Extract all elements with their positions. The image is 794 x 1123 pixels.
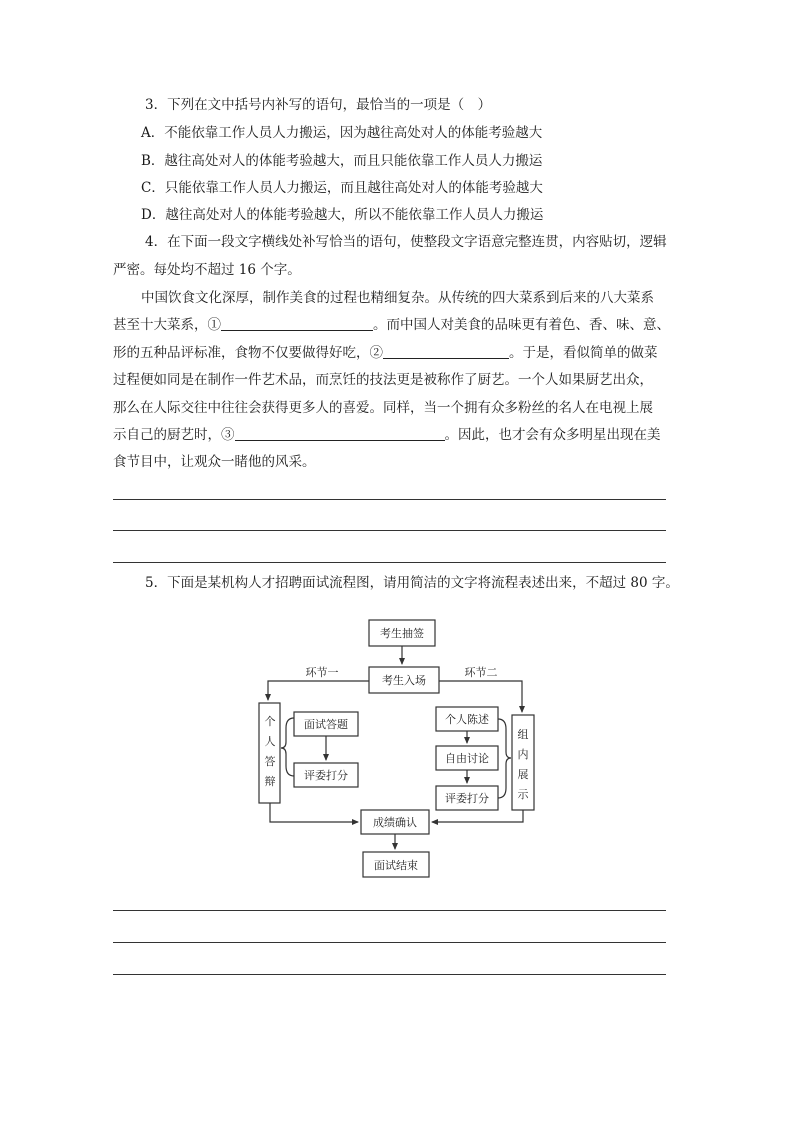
q4-stem-line1: 4．在下面一段文字横线处补写恰当的语句，使整段文字语意完整连贯，内容贴切，逻辑 bbox=[145, 234, 667, 250]
group-char-2: 内 bbox=[517, 748, 529, 761]
box-score-right-label: 评委打分 bbox=[445, 792, 489, 805]
box-score-left-label: 评委打分 bbox=[304, 769, 348, 782]
stage2-label: 环节二 bbox=[464, 666, 498, 679]
q4-passage-line2-end: 。而中国人对美食的品味更有着色、香、味、意、 bbox=[373, 317, 670, 333]
box-free-discussion-label: 自由讨论 bbox=[445, 752, 489, 765]
q4-passage-line1: 中国饮食文化深厚，制作美食的过程也精细复杂。从传统的四大菜系到后来的八大菜系 bbox=[141, 290, 654, 306]
q4-passage-line3-end: 。于是，看似简单的做菜 bbox=[509, 345, 658, 361]
q3-option-b: B．越往高处对人的体能考验越大，而且只能依靠工作人员人力搬运 bbox=[141, 153, 543, 169]
q3-option-c: C．只能依靠工作人员人力搬运，而且越往高处对人的体能考验越大 bbox=[141, 180, 543, 196]
group-char-3: 展 bbox=[517, 768, 529, 781]
right-brace bbox=[498, 719, 511, 798]
box-confirm-label: 成绩确认 bbox=[373, 816, 417, 829]
box-enter-label: 考生入场 bbox=[382, 674, 426, 687]
box-personal-statement-label: 个人陈述 bbox=[445, 713, 489, 726]
q5-answer-line-3[interactable] bbox=[113, 974, 666, 975]
q3-option-a: A．不能依靠工作人员人力搬运，因为越往高处对人的体能考验越大 bbox=[141, 125, 543, 141]
arrow-left-to-confirm bbox=[270, 803, 358, 822]
stage1-label: 环节一 bbox=[305, 666, 339, 679]
individual-char-2: 人 bbox=[264, 735, 276, 748]
individual-char-4: 辩 bbox=[264, 775, 276, 788]
q4-passage-line3-start: 形的五种品评标准，食物不仅要做得好吃，② bbox=[113, 345, 383, 361]
q4-passage-line6-end: 。因此，也才会有众多明星出现在美 bbox=[444, 427, 661, 443]
box-end-label: 面试结束 bbox=[374, 859, 418, 872]
q4-passage-line2-start: 甚至十大菜系，① bbox=[113, 317, 221, 333]
q4-stem-line2: 严密。每处均不超过 16 个字。 bbox=[113, 262, 301, 278]
individual-char-3: 答 bbox=[264, 755, 276, 768]
q4-passage-line7: 食节目中，让观众一睹他的风采。 bbox=[113, 454, 316, 470]
q5-stem: 5．下面是某机构人才招聘面试流程图，请用简洁的文字将流程表述出来，不超过 80 字。 bbox=[145, 575, 679, 591]
q3-option-d: D．越往高处对人的体能考验越大，所以不能依靠工作人员人力搬运 bbox=[141, 207, 544, 223]
box-draw-label: 考生抽签 bbox=[380, 627, 424, 640]
group-char-1: 组 bbox=[517, 728, 529, 741]
box-interview-qa-label: 面试答题 bbox=[304, 718, 348, 731]
q4-passage-line4: 过程便如同是在制作一件艺术品，而烹饪的技法更是被称作了厨艺。一个人如果厨艺出众， bbox=[113, 372, 653, 388]
individual-char-1: 个 bbox=[264, 715, 276, 728]
q4-passage-line5: 那么在人际交往中往往会获得更多人的喜爱。同样，当一个拥有众多粉丝的名人在电视上展 bbox=[113, 400, 653, 416]
arrow-to-stage1 bbox=[268, 681, 369, 700]
q5-answer-line-2[interactable] bbox=[113, 942, 666, 943]
left-brace bbox=[281, 718, 294, 776]
q5-answer-line-1[interactable] bbox=[113, 910, 666, 911]
arrow-right-to-confirm bbox=[432, 810, 523, 822]
group-char-4: 示 bbox=[517, 788, 529, 801]
q3-stem: 3．下列在文中括号内补写的语句，最恰当的一项是（ ） bbox=[145, 97, 492, 113]
q4-passage-line6-start: 示自己的厨艺时，③ bbox=[113, 427, 235, 443]
